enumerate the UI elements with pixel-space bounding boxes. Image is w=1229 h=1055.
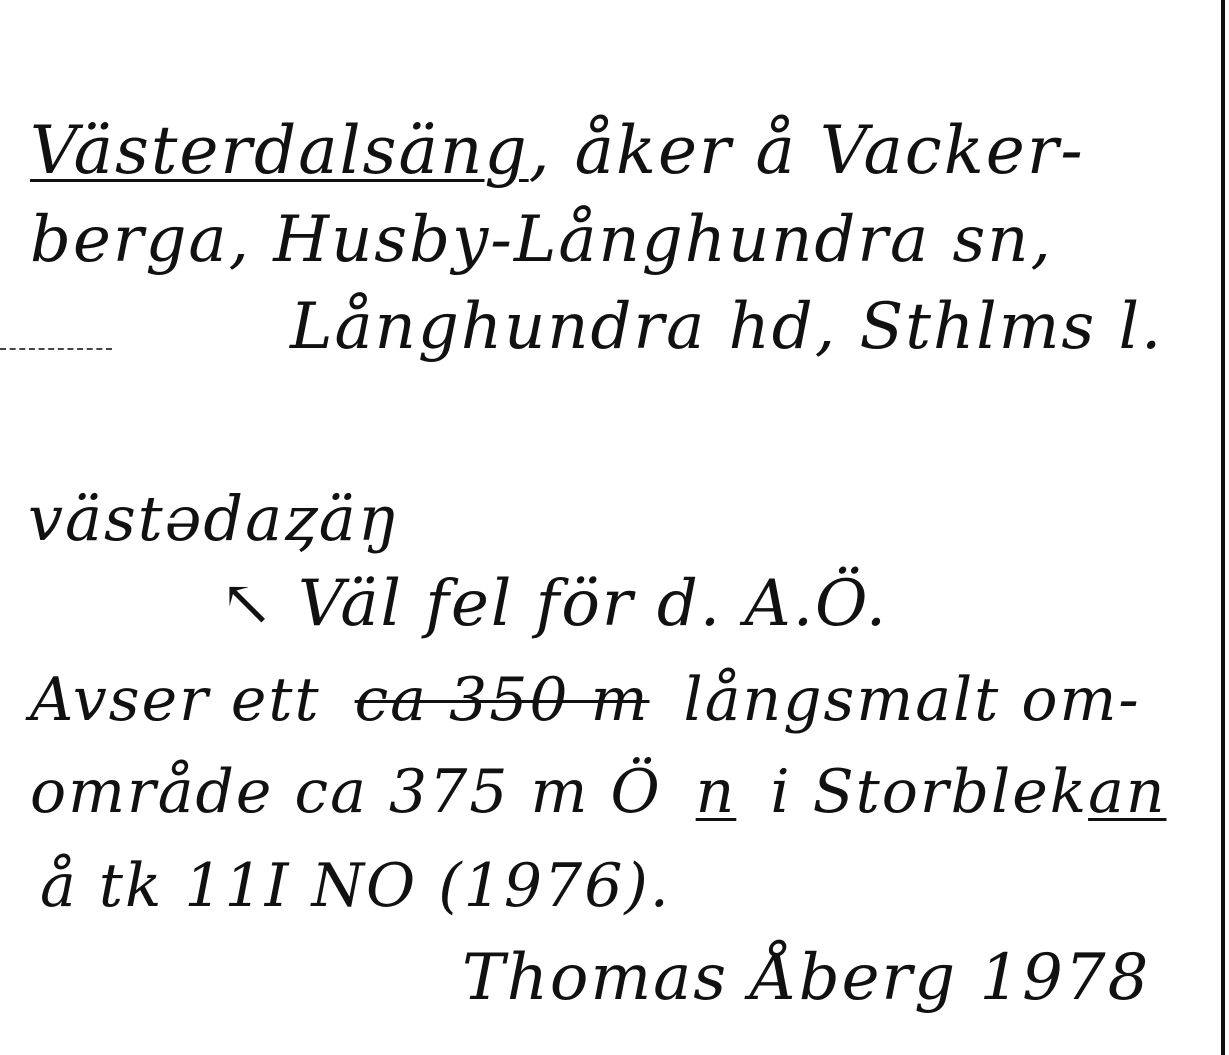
description-start: Avser ett [30,665,321,735]
pronunciation-line: västədaȥäŋ [28,482,400,555]
description-end: långsmalt om- [683,665,1141,735]
card-edge-line [1221,0,1225,1055]
place-name-line [30,112,1085,189]
district-line: Långhundra hd, Sthlms l. [290,290,1164,364]
lake-name-suffix: an [1088,757,1167,827]
place-name-rest: , åker å Vacker- [528,112,1085,189]
lake-name: i Storblek [770,757,1089,827]
underlined-n: n [695,757,737,827]
place-name: Västerdalsäng [30,112,529,189]
dashed-rule [0,348,112,350]
area-text: område ca 375 m Ö [30,757,662,827]
struck-text: ca 350 m [354,665,650,735]
parish-line: berga, Husby-Långhundra sn, [30,203,1053,277]
description-line-2 [30,757,1167,827]
signature: Thomas Åberg 1978 [462,941,1151,1015]
description-line-1 [30,665,1141,735]
map-reference-line: å tk 11I NO (1976). [40,851,671,921]
correction-note: ↖ Väl fel för d. A.Ö. [220,567,889,641]
